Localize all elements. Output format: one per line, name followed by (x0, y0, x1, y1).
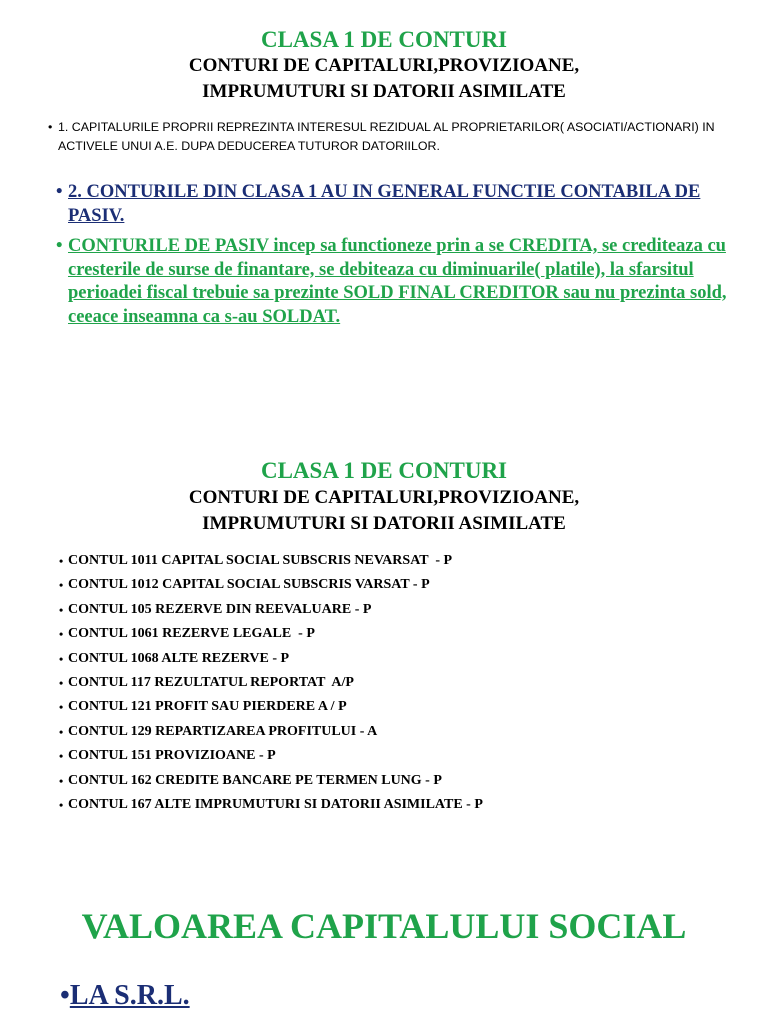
account-text: CONTUL 1061 REZERVE LEGALE - P (68, 626, 315, 642)
bullet-dot-icon: • (59, 797, 64, 812)
bullet-text: 2. CONTURILE DIN CLASA 1 AU IN GENERAL FUNCTIE CONTABILA DE PASIV. (68, 182, 701, 226)
account-text: CONTUL 129 REPARTIZAREA PROFITULUI - A (68, 723, 378, 739)
bullet-dot-icon: • (48, 120, 53, 134)
account-text: CONTUL 167 ALTE IMPRUMUTURI SI DATORII ASIMILATE - P (68, 796, 483, 812)
bullet-dot-icon: • (60, 980, 70, 1011)
slide-1-subtitle-line-1: CONTURI DE CAPITALURI,PROVIZIOANE, (188, 55, 580, 76)
bullet-functie-contabila (56, 180, 738, 228)
bullet-capitaluri-proprii (48, 118, 738, 156)
bullet-text: 1. CAPITALURILE PROPRII REPREZINTA INTERESUL REZIDUAL AL PROPRIETARILOR( ASOCIATI/ACTIONARI) IN ACTIVELE UNUI A.E. DUPA DEDUCEREA TUTUROR DATORIILOR. (58, 120, 715, 153)
account-item (59, 549, 748, 573)
account-text: CONTUL 117 REZULTATUL REPORTAT A/P (68, 674, 354, 690)
account-item (59, 598, 748, 622)
account-item (59, 573, 748, 597)
bullet-text: CONTURILE DE PASIV incep sa functioneze prin a se CREDITA, se crediteaza cu cresterile de surse de finantare, se debiteaza cu diminuarile( platile), la sfarsitul perioadei fiscal trebuie sa prezinte SOLD FINAL CREDITOR sau nu prezinta sold, ceeace inseamna ca s-au SOLDAT. (68, 236, 727, 327)
slide-1-title: CLASA 1 DE CONTURI (260, 27, 507, 52)
account-text: CONTUL 121 PROFIT SAU PIERDERE A / P (68, 699, 347, 715)
account-item (59, 769, 748, 793)
account-text: CONTUL 1011 CAPITAL SOCIAL SUBSCRIS NEVARSAT - P (68, 553, 453, 568)
bullet-dot-icon: • (59, 724, 64, 739)
bullet-dot-icon: • (59, 675, 64, 690)
bullet-dot-icon: • (56, 236, 63, 256)
account-item (59, 671, 748, 695)
account-item (59, 744, 748, 768)
accounts-list (59, 549, 748, 817)
bullet-dot-icon: • (59, 578, 64, 593)
bullet-dot-icon: • (59, 700, 64, 715)
bullet-la-srl (60, 980, 190, 1012)
bullet-dot-icon: • (59, 602, 64, 617)
slide-1-subtitle-line-2: IMPRUMUTURI SI DATORII ASIMILATE (202, 81, 566, 102)
account-item (59, 647, 748, 671)
bullet-dot-icon: • (59, 627, 64, 642)
bullet-dot-icon: • (59, 651, 64, 666)
account-text: CONTUL 105 REZERVE DIN REEVALUARE - P (68, 601, 372, 617)
bullet-dot-icon: • (59, 749, 64, 764)
account-text: CONTUL 151 PROVIZIOANE - P (68, 748, 276, 764)
slide-2-subtitle-line-1: CONTURI DE CAPITALURI,PROVIZIOANE, (188, 487, 580, 508)
account-item (59, 720, 748, 744)
account-item (59, 793, 748, 817)
bullet-conturile-de-pasiv (56, 235, 738, 329)
bullet-dot-icon: • (59, 773, 64, 788)
account-text: CONTUL 1068 ALTE REZERVE - P (68, 650, 290, 666)
account-text: CONTUL 1012 CAPITAL SOCIAL SUBSCRIS VARSAT - P (68, 577, 430, 593)
account-text: CONTUL 162 CREDITE BANCARE PE TERMEN LUNG - P (68, 772, 442, 788)
account-item (59, 695, 748, 719)
slide-3-title: VALOAREA CAPITALULUI SOCIAL (81, 906, 687, 946)
slide-2-subtitle-line-2: IMPRUMUTURI SI DATORII ASIMILATE (202, 513, 566, 534)
bullet-dot-icon: • (56, 182, 63, 202)
slide-2-title: CLASA 1 DE CONTURI (260, 458, 507, 483)
bullet-text: LA S.R.L. (69, 980, 190, 1011)
account-item (59, 622, 748, 646)
bullet-dot-icon: • (59, 554, 64, 568)
